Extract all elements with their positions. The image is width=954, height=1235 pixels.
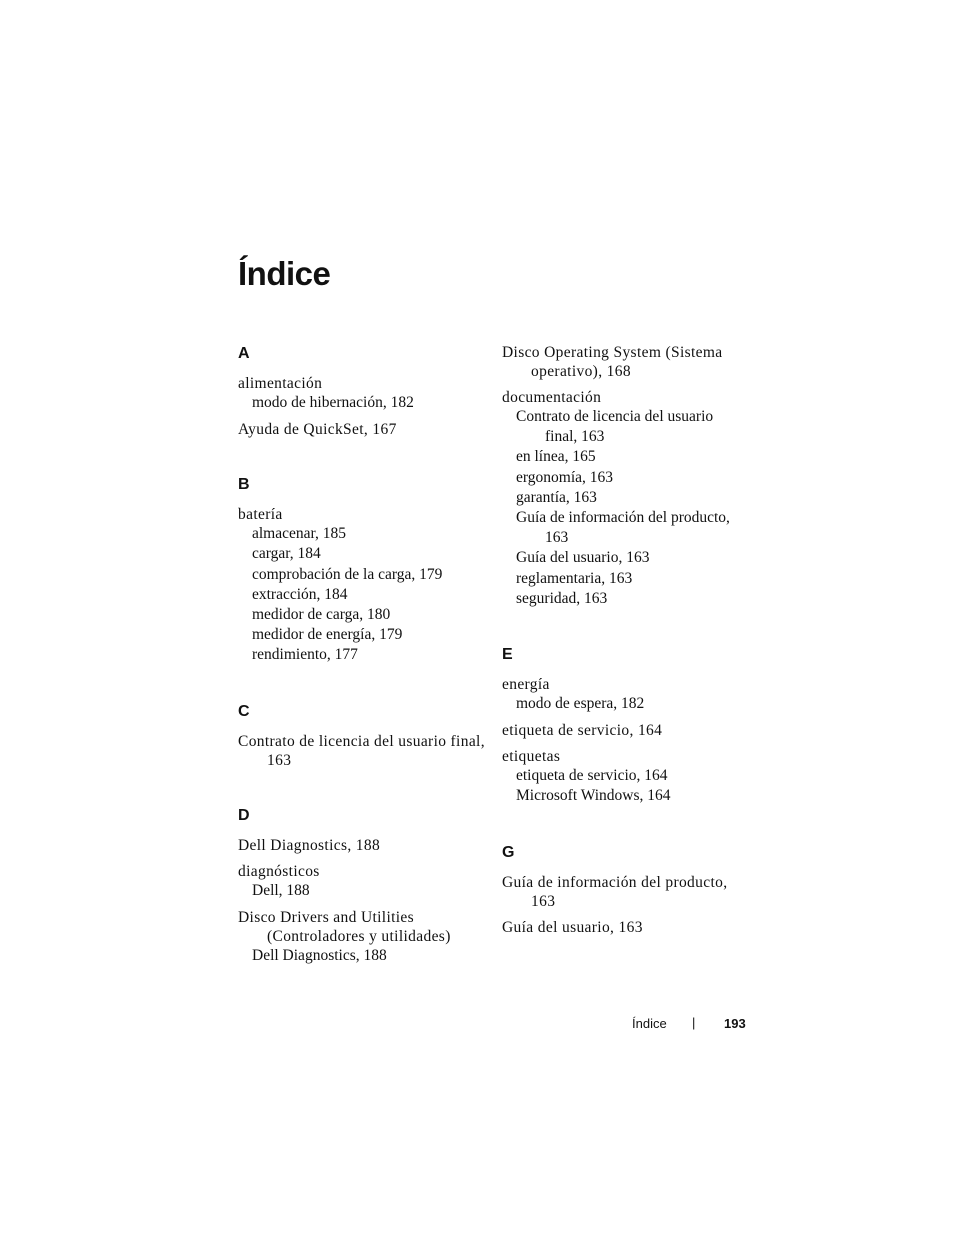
- index-subentry: reglamentaria, 163: [516, 569, 633, 587]
- index-subentry: seguridad, 163: [516, 589, 608, 607]
- page-number: 193: [724, 1016, 746, 1031]
- index-section: [502, 343, 742, 609]
- index-subentry: Dell Diagnostics, 188: [252, 946, 387, 964]
- index-section: [238, 344, 488, 439]
- index-subentry: rendimiento, 177: [252, 646, 358, 664]
- index-subentry: cargar, 184: [252, 545, 321, 563]
- index-entry: energía: [502, 676, 550, 694]
- index-entry: Ayuda de QuickSet, 167: [238, 421, 397, 439]
- index-section: [238, 806, 488, 966]
- footer-separator: |: [692, 1015, 696, 1030]
- index-subentry: garantía, 163: [516, 488, 597, 506]
- index-section: [502, 645, 742, 807]
- index-subentry: modo de hibernación, 182: [252, 394, 414, 411]
- index-subentry: extracción, 184: [252, 585, 348, 603]
- index-entry: Disco Drivers and Utilities (Controladores y utilidades): [238, 908, 451, 945]
- index-entry: batería: [238, 506, 283, 524]
- section-letter: D: [238, 806, 250, 824]
- section-letter: E: [502, 646, 513, 664]
- index-subentry: medidor de carga, 180: [252, 606, 391, 624]
- index-entry: Disco Operating System (Sistema operativo), 168: [502, 344, 723, 380]
- index-subentry: Dell, 188: [252, 881, 310, 899]
- index-section: [238, 475, 488, 665]
- section-letter: B: [238, 476, 250, 494]
- index-entry: Contrato de licencia del usuario final, 163: [238, 732, 485, 769]
- index-subentry: ergonomía, 163: [516, 468, 614, 486]
- index-section: [502, 843, 742, 937]
- section-letter: C: [238, 702, 250, 720]
- index-entry: Guía de información del producto, 163: [502, 873, 728, 910]
- index-entry: etiqueta de servicio, 164: [502, 722, 663, 740]
- section-letter: G: [502, 843, 515, 861]
- index-subentry: Microsoft Windows, 164: [516, 787, 671, 805]
- index-subentry: etiqueta de servicio, 164: [516, 767, 668, 785]
- index-entry: alimentación: [238, 375, 323, 392]
- index-subentry: modo de espera, 182: [516, 695, 645, 713]
- index-subentry: comprobación de la carga, 179: [252, 565, 443, 583]
- index-entry: diagnósticos: [238, 862, 320, 880]
- index-subentry: medidor de energía, 179: [252, 626, 403, 644]
- section-letter: A: [238, 345, 250, 362]
- index-entry: etiquetas: [502, 748, 561, 766]
- index-entry: Dell Diagnostics, 188: [238, 836, 381, 854]
- index-entry: documentación: [502, 389, 602, 406]
- index-subentry: Guía del usuario, 163: [516, 549, 650, 567]
- index-subentry: almacenar, 185: [252, 525, 347, 543]
- footer-section-label: Índice: [632, 1016, 667, 1031]
- index-subentry: Contrato de licencia del usuario final, 163: [516, 408, 714, 446]
- index-column-right: [502, 343, 742, 973]
- index-subentry: en línea, 165: [516, 448, 596, 466]
- index-subentry: Guía de información del producto, 163: [516, 509, 730, 547]
- index-section: [238, 702, 488, 770]
- index-column-left: [238, 344, 488, 1002]
- index-entry: Guía del usuario, 163: [502, 918, 643, 936]
- page-title: Índice: [238, 255, 331, 292]
